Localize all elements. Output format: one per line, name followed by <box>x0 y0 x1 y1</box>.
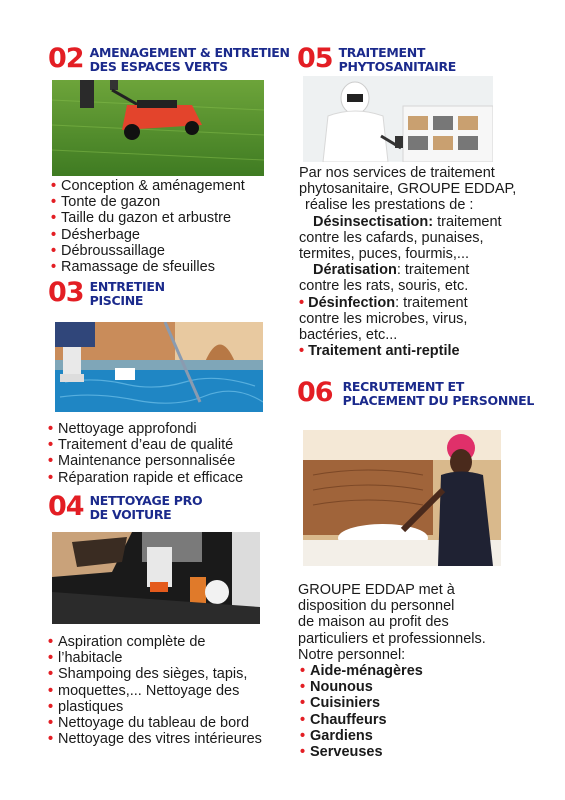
section-06-staff-list <box>300 663 423 760</box>
list-item: • Cuisiniers <box>300 695 381 712</box>
section-number: 03 <box>48 277 84 308</box>
list-item: • Ramassage de sfeuilles <box>51 259 215 276</box>
section-03-header <box>48 277 165 308</box>
section-05-intro: Par nos services de traitement phytosanitaire, GROUPE EDDAP, réalise les prestations de : Désinsectisation: traitement contre les cafards, punaises, termites, puces, fourmis,... Dératisation: traitement contre les rats, souris, etc. • Désinfection: traitement contre les microbes, virus, bactéries, etc... • Traitement anti-reptile <box>299 165 517 360</box>
section-02-list <box>51 178 245 275</box>
list-item: • Désherbage <box>51 226 140 243</box>
section-title: RECRUTEMENT ET PLACEMENT DU PERSONNEL <box>342 379 535 408</box>
housekeeper-photo <box>303 430 501 566</box>
list-item: • Maintenance personnalisée <box>48 453 236 470</box>
list-item: • Chauffeurs <box>300 711 387 728</box>
section-title: ENTRETIEN PISCINE <box>89 279 165 308</box>
list-item: • Aide-ménagères <box>300 663 423 679</box>
list-item: • Conception & aménagement <box>51 178 245 194</box>
section-title: NETTOYAGE PRO DE VOITURE <box>89 493 203 522</box>
section-04-header <box>48 491 203 522</box>
list-item: • Nounous <box>300 679 373 696</box>
section-02-header <box>48 43 290 74</box>
list-item: • Traitement d’eau de qualité <box>48 437 234 454</box>
list-item: • Aspiration complète de <box>48 634 206 650</box>
list-item: • Débroussaillage <box>51 242 165 259</box>
section-03-list <box>48 421 243 486</box>
section-05-header <box>297 43 457 74</box>
lawn-mower-photo <box>52 80 264 176</box>
section-number: 06 <box>297 377 333 408</box>
list-item: • Nettoyage du tableau de bord <box>48 715 250 732</box>
pest-control-photo <box>303 76 493 162</box>
section-title: AMENAGEMENT & ENTRETIEN DES ESPACES VERTS <box>89 45 290 74</box>
list-item: • Réparation rapide et efficace <box>48 469 244 486</box>
desinfection-line: • Désinfection: traitement <box>299 294 468 311</box>
list-item: • Shampoing des sièges, tapis, <box>48 666 248 683</box>
list-item: • Taille du gazon et arbustre <box>51 210 232 227</box>
list-item: • l’habitacle <box>48 650 123 667</box>
disinsectisation-line: Désinsectisation: traitement <box>313 213 502 230</box>
list-item: • plastiques <box>48 698 124 715</box>
list-item: • Serveuses <box>300 744 383 761</box>
list-item: • moquettes,... Nettoyage des <box>48 682 240 699</box>
section-number: 02 <box>48 43 84 74</box>
section-number: 05 <box>297 43 333 74</box>
anti-reptile-line: • Traitement anti-reptile <box>299 343 460 360</box>
list-item: • Nettoyage approfondi <box>48 421 197 437</box>
section-title: TRAITEMENT PHYTOSANITAIRE <box>338 45 457 74</box>
section-06-header <box>297 377 535 408</box>
list-item: • Gardiens <box>300 727 373 744</box>
section-number: 04 <box>48 491 84 522</box>
list-item: • Nettoyage des vitres intérieures <box>48 731 262 748</box>
list-item: • Tonte de gazon <box>51 194 161 211</box>
deratisation-line: Dératisation: traitement <box>313 262 470 279</box>
pool-cleaning-photo <box>55 322 263 412</box>
section-04-list <box>48 634 262 747</box>
car-interior-photo <box>52 532 260 624</box>
section-06-intro: GROUPE EDDAP met à disposition du personnel de maison au profit des particuliers et professionnels. Notre personnel: <box>298 582 486 663</box>
